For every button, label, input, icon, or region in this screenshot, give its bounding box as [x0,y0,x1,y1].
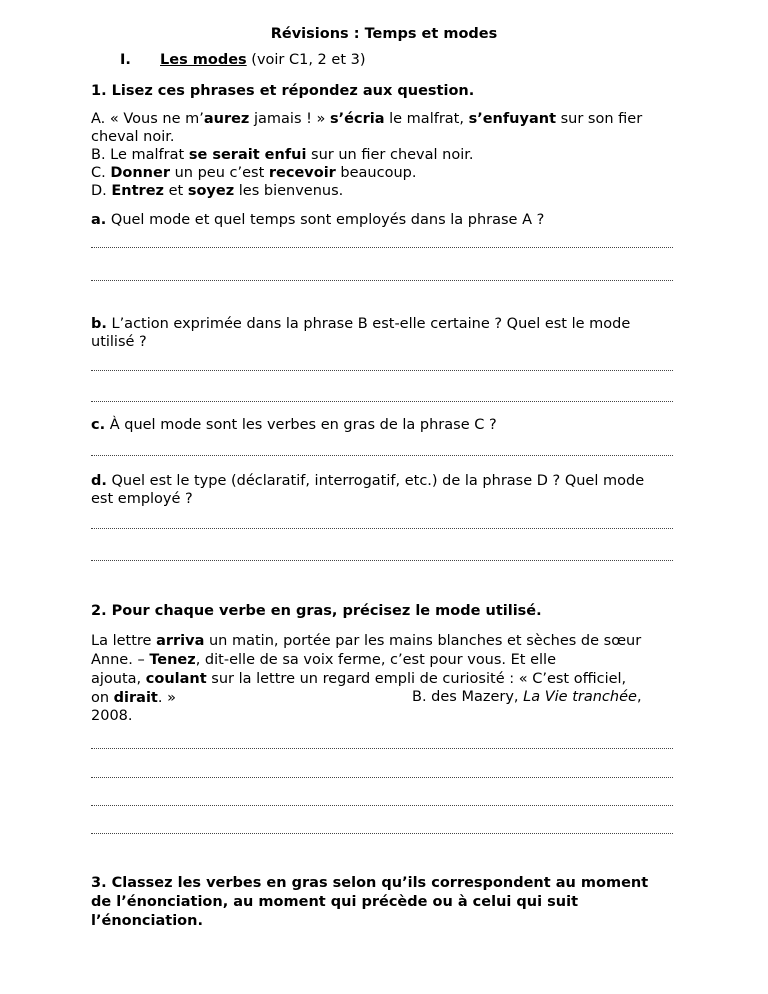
question-d-line1: d. Quel est le type (déclaratif, interrogatif, etc.) de la phrase D ? Quel mode [91,473,645,489]
text-line: La lettre arriva un matin, portée par les mains blanches et sèches de sœur [91,633,642,649]
text-line: ajouta, coulant sur la lettre un regard empli de curiosité : « C’est officiel, [91,671,627,687]
answer-line[interactable] [91,246,673,248]
sentence-c: C. Donner un peu c’est recevoir beaucoup. [91,165,417,181]
q3-heading-line2: de l’énonciation, au moment qui précède ou à celui qui suit [91,894,579,910]
section-number: I. [120,52,131,68]
sentence-a-line2: cheval noir. [91,129,175,145]
answer-line[interactable] [91,747,673,749]
answer-line[interactable] [91,454,673,456]
sentence-d: D. Entrez et soyez les bienvenus. [91,183,344,199]
question-b-line2: utilisé ? [91,334,147,350]
question-a: a. Quel mode et quel temps sont employés dans la phrase A ? [91,212,545,228]
source-citation: B. des Mazery, La Vie tranchée, [412,689,642,705]
q3-heading-line1: 3. Classez les verbes en gras selon qu’ils correspondent au moment [91,875,649,891]
answer-line[interactable] [91,527,673,529]
sentence-a-line1: A. « Vous ne m’aurez jamais ! » s’écria le malfrat, s’enfuyant sur son fier [91,111,643,127]
q1-heading: 1. Lisez ces phrases et répondez aux question. [91,83,475,99]
answer-line[interactable] [91,400,673,402]
sentence-b: B. Le malfrat se serait enfui sur un fier cheval noir. [91,147,474,163]
section-heading [160,52,366,68]
answer-line[interactable] [91,369,673,371]
question-d-line2: est employé ? [91,491,193,507]
text-line: Anne. – Tenez, dit-elle de sa voix ferme, c’est pour vous. Et elle [91,652,557,668]
answer-line[interactable] [91,559,673,561]
section-ref: (voir C1, 2 et 3) [246,52,366,68]
page-title: Révisions : Temps et modes [270,26,498,42]
text-line: on dirait. » [91,690,176,706]
answer-line[interactable] [91,832,673,834]
section-name: Les modes [160,52,247,68]
question-c: c. À quel mode sont les verbes en gras de la phrase C ? [91,417,497,433]
answer-line[interactable] [91,804,673,806]
q2-heading: 2. Pour chaque verbe en gras, précisez le mode utilisé. [91,603,542,619]
answer-line[interactable] [91,776,673,778]
answer-line[interactable] [91,279,673,281]
q3-heading-line3: l’énonciation. [91,913,203,929]
source-year: 2008. [91,708,133,724]
question-b-line1: b. L’action exprimée dans la phrase B est-elle certaine ? Quel est le mode [91,316,631,332]
